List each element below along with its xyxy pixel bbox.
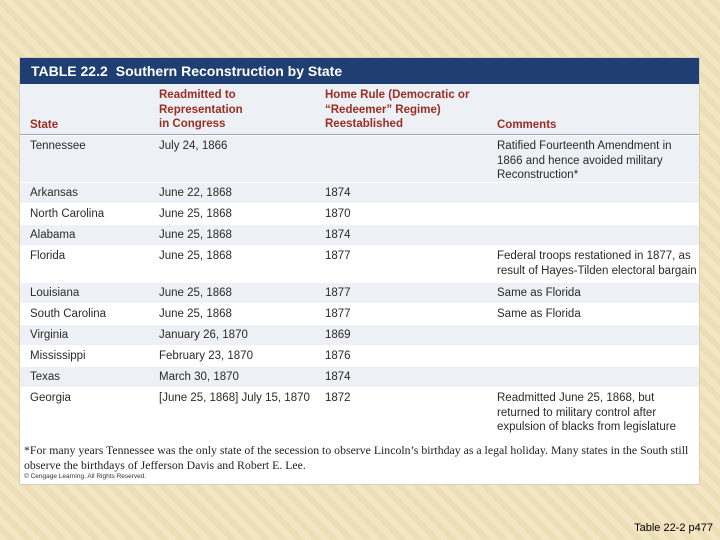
table-row — [20, 135, 699, 183]
readmitted-cell: June 25, 1868 — [159, 208, 232, 220]
home-rule-cell: 1876 — [325, 350, 351, 362]
comments-cell: Federal troops restationed in 1877, as result of Hayes-Tilden electoral bargain — [497, 250, 697, 277]
home-rule-cell: 1874 — [325, 371, 351, 383]
column-header-readmitted: Readmitted to Representation in Congress — [159, 89, 243, 131]
comments-cell: Same as Florida — [497, 287, 581, 299]
readmitted-cell: January 26, 1870 — [159, 329, 248, 341]
state-cell: Alabama — [30, 229, 76, 241]
state-cell: Tennessee — [30, 140, 86, 152]
home-rule-cell: 1874 — [325, 229, 351, 241]
slide-caption: Table 22-2 p477 — [634, 522, 713, 534]
readmitted-cell: June 25, 1868 — [159, 287, 232, 299]
column-header-home-rule: Home Rule (Democratic or “Redeemer” Regime) Reestablished — [325, 89, 470, 131]
readmitted-cell: June 22, 1868 — [159, 187, 232, 199]
copyright-notice: © Cengage Learning. All Rights Reserved. — [24, 473, 147, 480]
table-row — [20, 282, 699, 304]
home-rule-cell: 1874 — [325, 187, 351, 199]
table-row — [20, 303, 699, 325]
column-header-comments: Comments — [497, 119, 557, 131]
home-rule-cell: 1877 — [325, 308, 351, 320]
state-cell: Mississippi — [30, 350, 86, 362]
table-row — [20, 224, 699, 246]
state-cell: Florida — [30, 250, 66, 262]
table-row — [20, 366, 699, 388]
home-rule-cell: 1877 — [325, 250, 351, 262]
readmitted-cell: [June 25, 1868] July 15, 1870 — [159, 392, 310, 404]
table-footnote: *For many years Tennessee was the only state of the secession to observe Lincoln’s birthday as a legal holiday. Many states in the South still observe the birthdays of Jefferson Davis and Robert E. Lee. — [24, 443, 689, 472]
state-cell: Virginia — [30, 329, 69, 341]
state-cell: North Carolina — [30, 208, 105, 220]
home-rule-cell: 1877 — [325, 287, 351, 299]
reconstruction-table — [20, 58, 699, 484]
comments-cell: Ratified Fourteenth Amendment in 1866 and hence avoided military Reconstruction* — [497, 140, 672, 182]
table-row — [20, 387, 699, 438]
table-row — [20, 245, 699, 283]
table-title: Southern Reconstruction by State — [115, 63, 343, 79]
readmitted-cell: June 25, 1868 — [159, 250, 232, 262]
comments-cell: Same as Florida — [497, 308, 581, 320]
home-rule-cell: 1870 — [325, 208, 351, 220]
table-title-bar — [20, 58, 699, 84]
comments-cell: Readmitted June 25, 1868, but returned to military control after expulsion of blacks from legislature — [497, 392, 676, 434]
readmitted-cell: July 24, 1866 — [159, 140, 228, 152]
readmitted-cell: June 25, 1868 — [159, 308, 232, 320]
readmitted-cell: March 30, 1870 — [159, 371, 239, 383]
home-rule-cell: 1869 — [325, 329, 351, 341]
state-cell: Louisiana — [30, 287, 80, 299]
home-rule-cell: 1872 — [325, 392, 351, 404]
table-row — [20, 324, 699, 346]
table-row — [20, 203, 699, 225]
state-cell: Texas — [30, 371, 61, 383]
readmitted-cell: February 23, 1870 — [159, 350, 253, 362]
state-cell: Georgia — [30, 392, 71, 404]
table-number: TABLE 22.2 — [31, 63, 108, 79]
column-header-state: State — [30, 119, 59, 131]
table-row — [20, 345, 699, 367]
state-cell: South Carolina — [30, 308, 107, 320]
table-row — [20, 182, 699, 204]
state-cell: Arkansas — [30, 187, 78, 199]
readmitted-cell: June 25, 1868 — [159, 229, 232, 241]
